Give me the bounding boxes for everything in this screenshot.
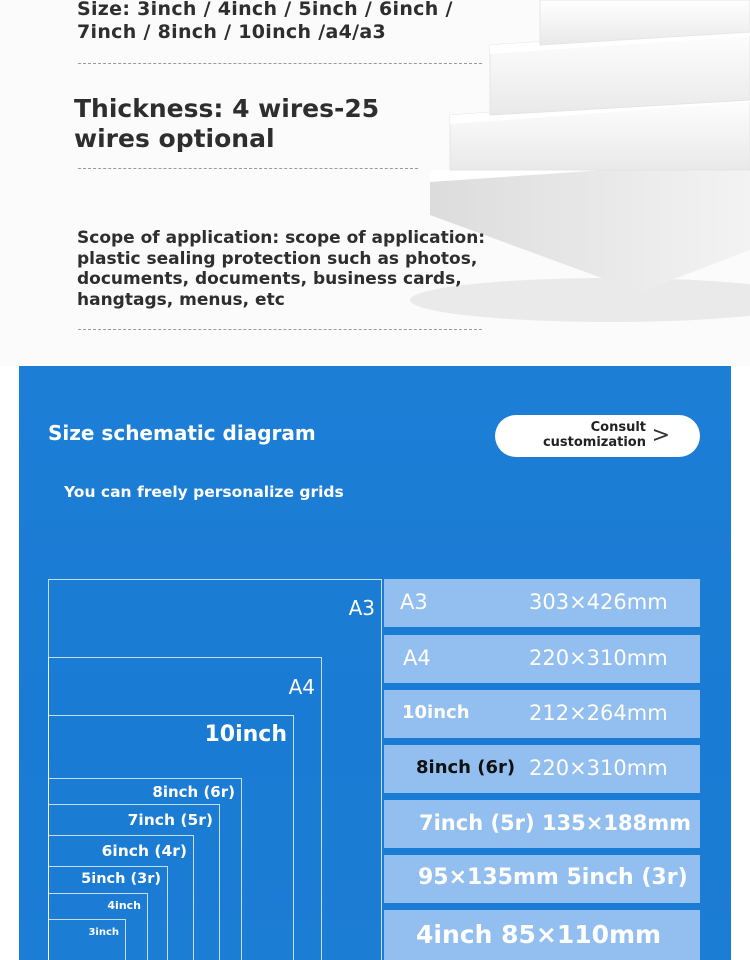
size-box-label: 8inch (6r) <box>152 783 235 801</box>
size-row-7inch <box>384 800 700 848</box>
size-row-8inch <box>384 745 700 793</box>
size-row-name: 95×135mm 5inch (3r) <box>418 865 688 890</box>
size-row-name: 4inch 85×110mm <box>416 920 662 949</box>
laminating-pouch-stack-image <box>0 0 750 366</box>
size-box-label: A3 <box>348 596 375 620</box>
size-row-dims: 220×310mm <box>529 646 668 670</box>
size-box-3inch <box>48 919 126 960</box>
size-row-name: 7inch (5r) 135×188mm <box>419 811 691 835</box>
size-diagram-section <box>19 366 731 960</box>
size-row-name: 8inch (6r) <box>416 757 516 778</box>
size-row-10inch <box>384 690 700 738</box>
section-title: Size schematic diagram <box>48 421 316 445</box>
size-row-name: A4 <box>403 646 431 670</box>
divider <box>78 168 418 169</box>
size-row-a4 <box>384 635 700 683</box>
product-spec-section <box>0 0 750 366</box>
size-row-5inch <box>384 855 700 903</box>
size-row-4inch <box>384 910 700 960</box>
size-row-a3 <box>384 579 700 627</box>
size-box-label: 6inch (4r) <box>101 842 187 860</box>
size-box-label: 3inch <box>88 927 119 938</box>
size-spec-text: Size: 3inch / 4inch / 5inch / 6inch / 7inch / 8inch / 10inch /a4/a3 <box>77 0 453 43</box>
thickness-spec-text: Thickness: 4 wires-25 wires optional <box>74 94 380 153</box>
size-row-dims: 212×264mm <box>529 701 668 725</box>
size-row-dims: 303×426mm <box>529 590 668 614</box>
section-subtitle: You can freely personalize grids <box>64 483 344 501</box>
divider <box>78 329 482 330</box>
consult-customization-button[interactable] <box>495 415 700 457</box>
divider <box>78 63 482 64</box>
size-box-label: 7inch (5r) <box>127 811 213 829</box>
consult-label: Consult customization <box>542 420 646 450</box>
size-box-label: 4inch <box>107 899 141 912</box>
size-box-label: 5inch (3r) <box>81 871 161 887</box>
size-box-label: A4 <box>288 675 315 699</box>
size-row-name: 10inch <box>402 702 470 723</box>
chevron-right-icon: > <box>651 423 670 448</box>
size-row-dims: 220×310mm <box>529 756 668 780</box>
size-row-name: A3 <box>400 590 428 614</box>
size-box-label: 10inch <box>204 722 287 747</box>
scope-spec-text: Scope of application: scope of application: plastic sealing protection such as photos, documents, documents, business cards, hangtags, menus, etc <box>77 228 486 310</box>
